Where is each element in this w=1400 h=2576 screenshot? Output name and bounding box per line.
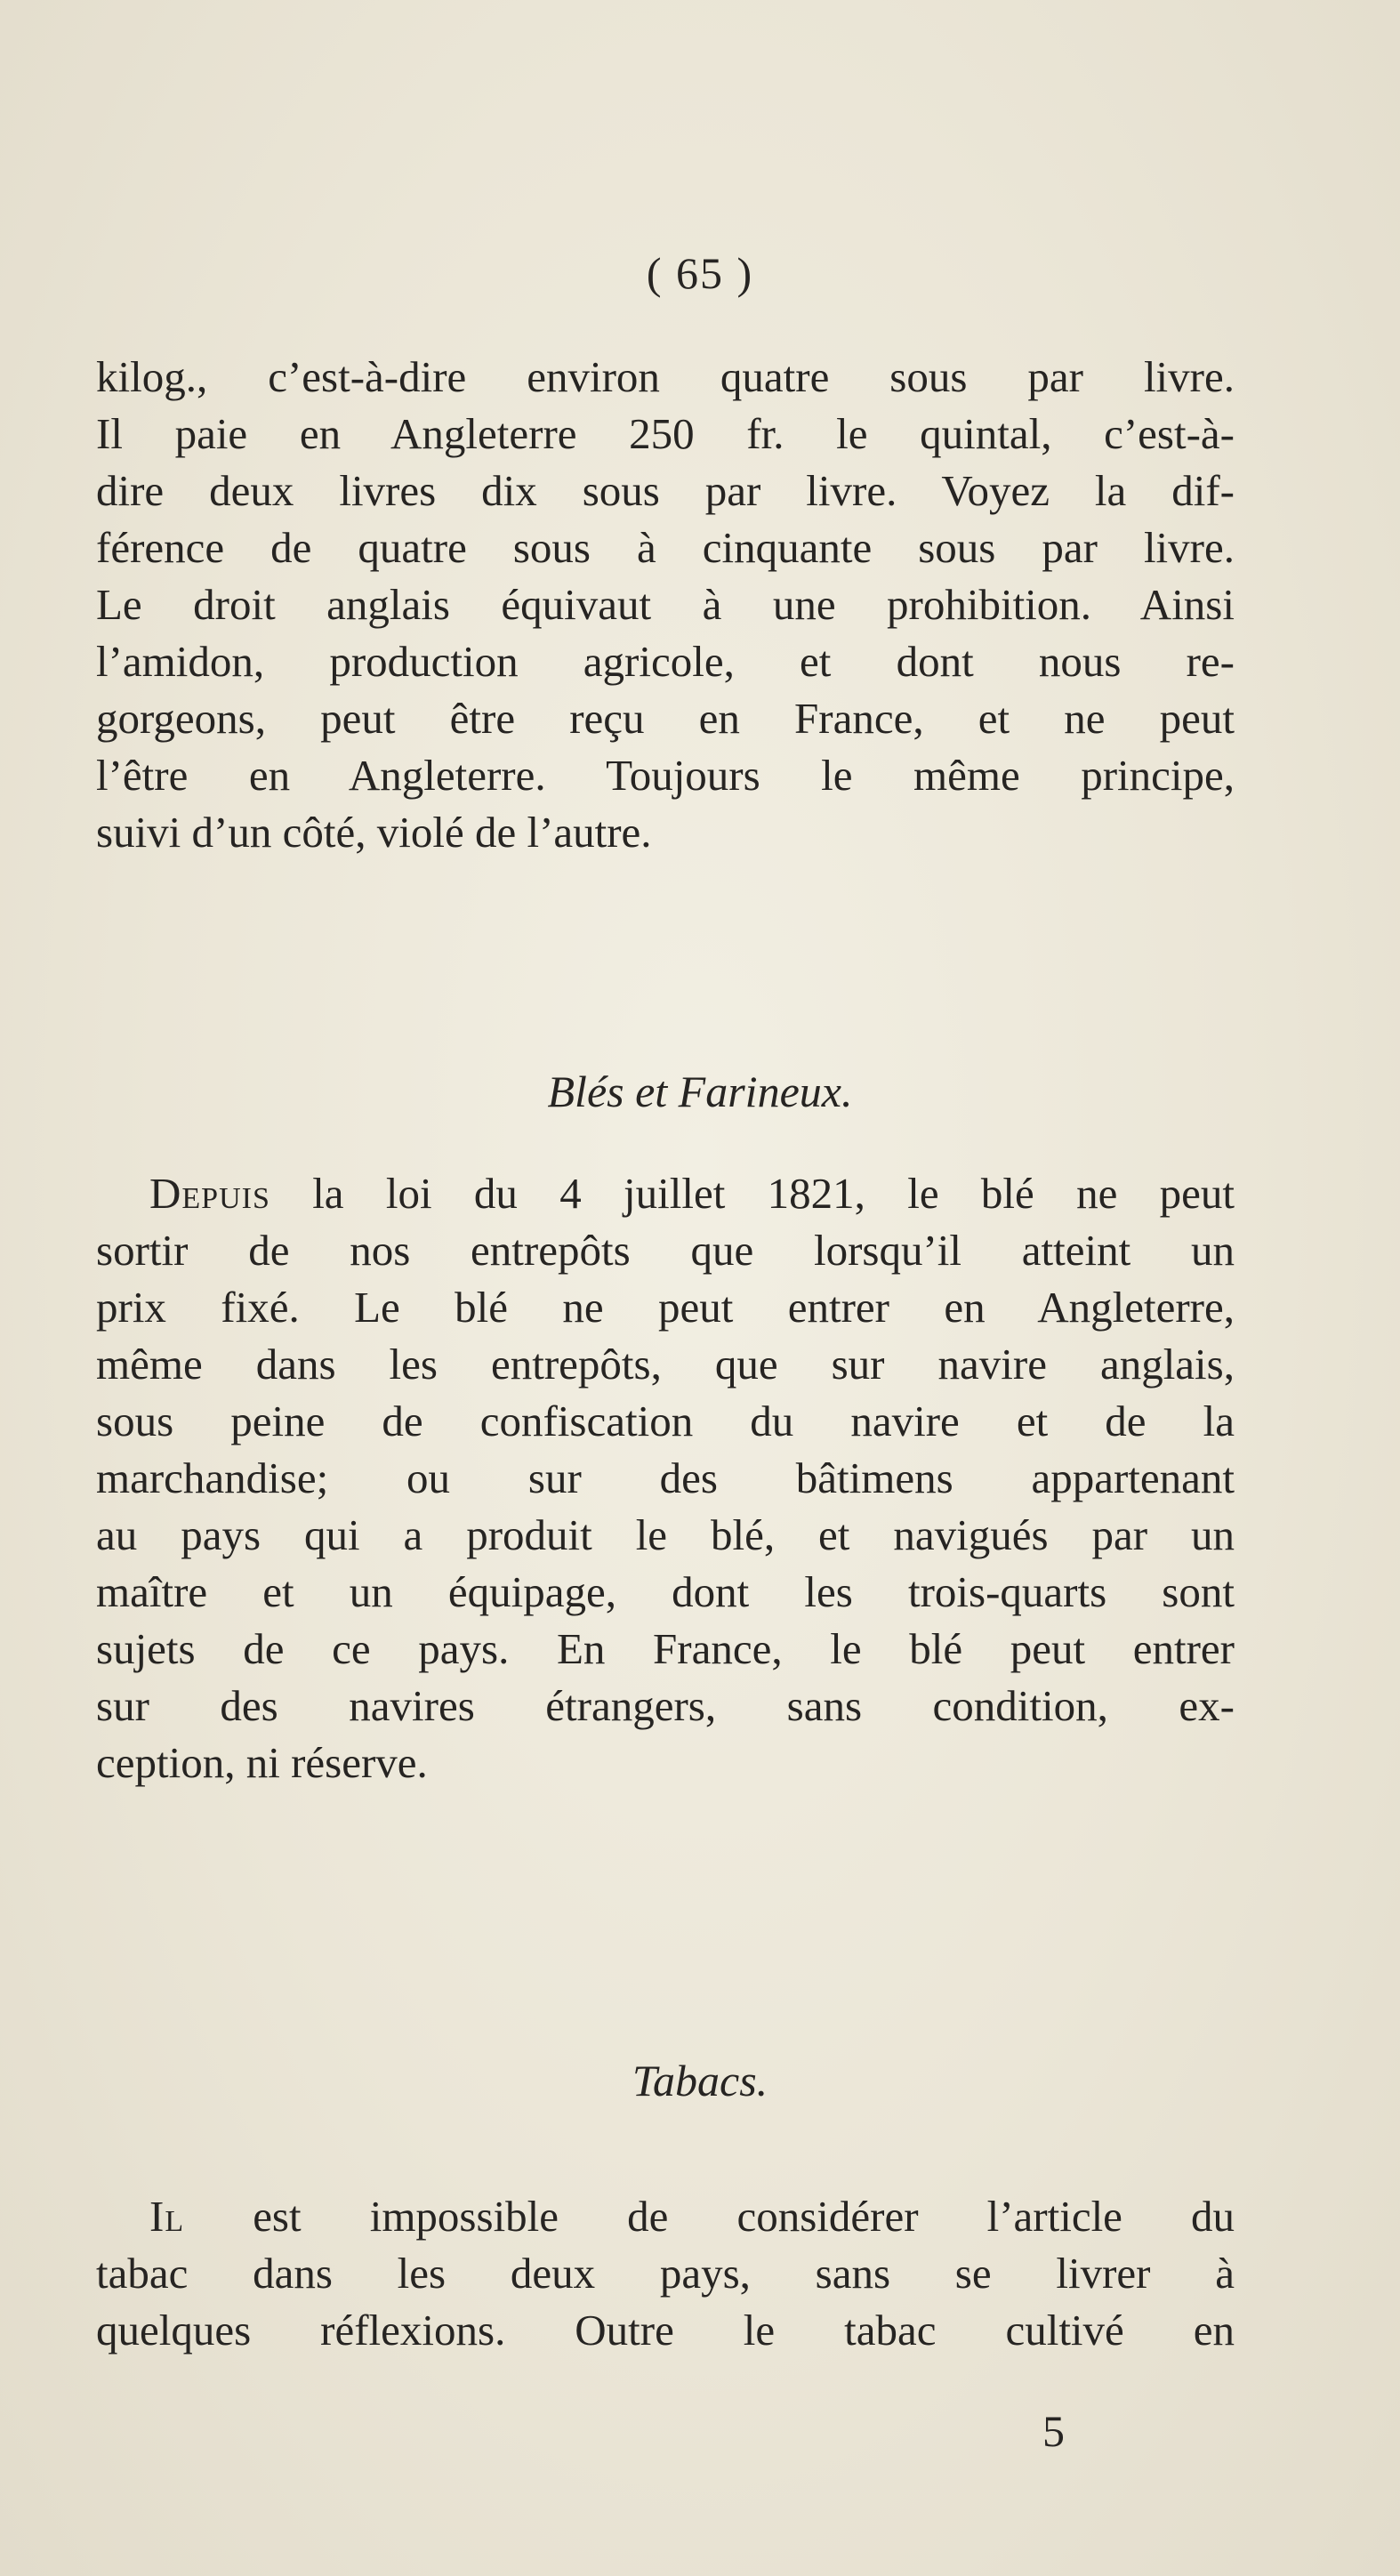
- text-line: sous peine de confiscation du navire et de la: [96, 1397, 1235, 1445]
- text-line-rest: la loi du 4 juillet 1821, le blé ne peut: [312, 1169, 1235, 1218]
- text-line: l’amidon, production agricole, et dont nous re-: [96, 637, 1235, 686]
- text-line: tabac dans les deux pays, sans se livrer à: [96, 2249, 1235, 2298]
- paragraph-bles: [96, 1165, 1235, 1791]
- text-line: l’être en Angleterre. Toujours le même principe,: [96, 751, 1235, 800]
- text-line: ception, ni réserve.: [96, 1738, 428, 1787]
- section-heading-tabacs: Tabacs.: [632, 2056, 768, 2105]
- text-line: gorgeons, peut être reçu en France, et ne peut: [96, 694, 1235, 743]
- signature-mark: 5: [1042, 2406, 1065, 2456]
- text-line-first: [96, 2188, 1235, 2245]
- paragraph-amidon: [96, 349, 1235, 861]
- text-line: sur des navires étrangers, sans condition, ex-: [96, 1681, 1235, 1730]
- lead-word: Depuis: [149, 1169, 270, 1218]
- text-line: férence de quatre sous à cinquante sous par livre.: [96, 523, 1235, 572]
- text-line: Il paie en Angleterre 250 fr. le quintal, c’est-à-: [96, 409, 1235, 458]
- text-line: maître et un équipage, dont les trois-quarts sont: [96, 1567, 1235, 1616]
- text-line: Le droit anglais équivaut à une prohibition. Ainsi: [96, 580, 1235, 629]
- text-line-first: [96, 1165, 1235, 1222]
- text-line: dire deux livres dix sous par livre. Voyez la dif-: [96, 466, 1235, 515]
- text-line: même dans les entrepôts, que sur navire anglais,: [96, 1340, 1235, 1389]
- page-header-number: ( 65 ): [646, 248, 754, 298]
- text-line: quelques réflexions. Outre le tabac cultivé en: [96, 2306, 1235, 2355]
- text-line: suivi d’un côté, violé de l’autre.: [96, 808, 652, 857]
- text-line: sujets de ce pays. En France, le blé peut entrer: [96, 1624, 1235, 1673]
- text-line: prix fixé. Le blé ne peut entrer en Angleterre,: [96, 1283, 1235, 1332]
- text-line: kilog., c’est-à-dire environ quatre sous par livre.: [96, 352, 1235, 401]
- text-line-rest: est impossible de considérer l’article du: [253, 2192, 1235, 2241]
- text-line: marchandise; ou sur des bâtimens appartenant: [96, 1453, 1235, 1502]
- paragraph-tabacs: [96, 2188, 1235, 2359]
- lead-word: Il: [149, 2192, 185, 2241]
- section-heading-bles: Blés et Farineux.: [547, 1067, 853, 1116]
- text-line: au pays qui a produit le blé, et navigués par un: [96, 1510, 1235, 1559]
- text-line: sortir de nos entrepôts que lorsqu’il atteint un: [96, 1226, 1235, 1275]
